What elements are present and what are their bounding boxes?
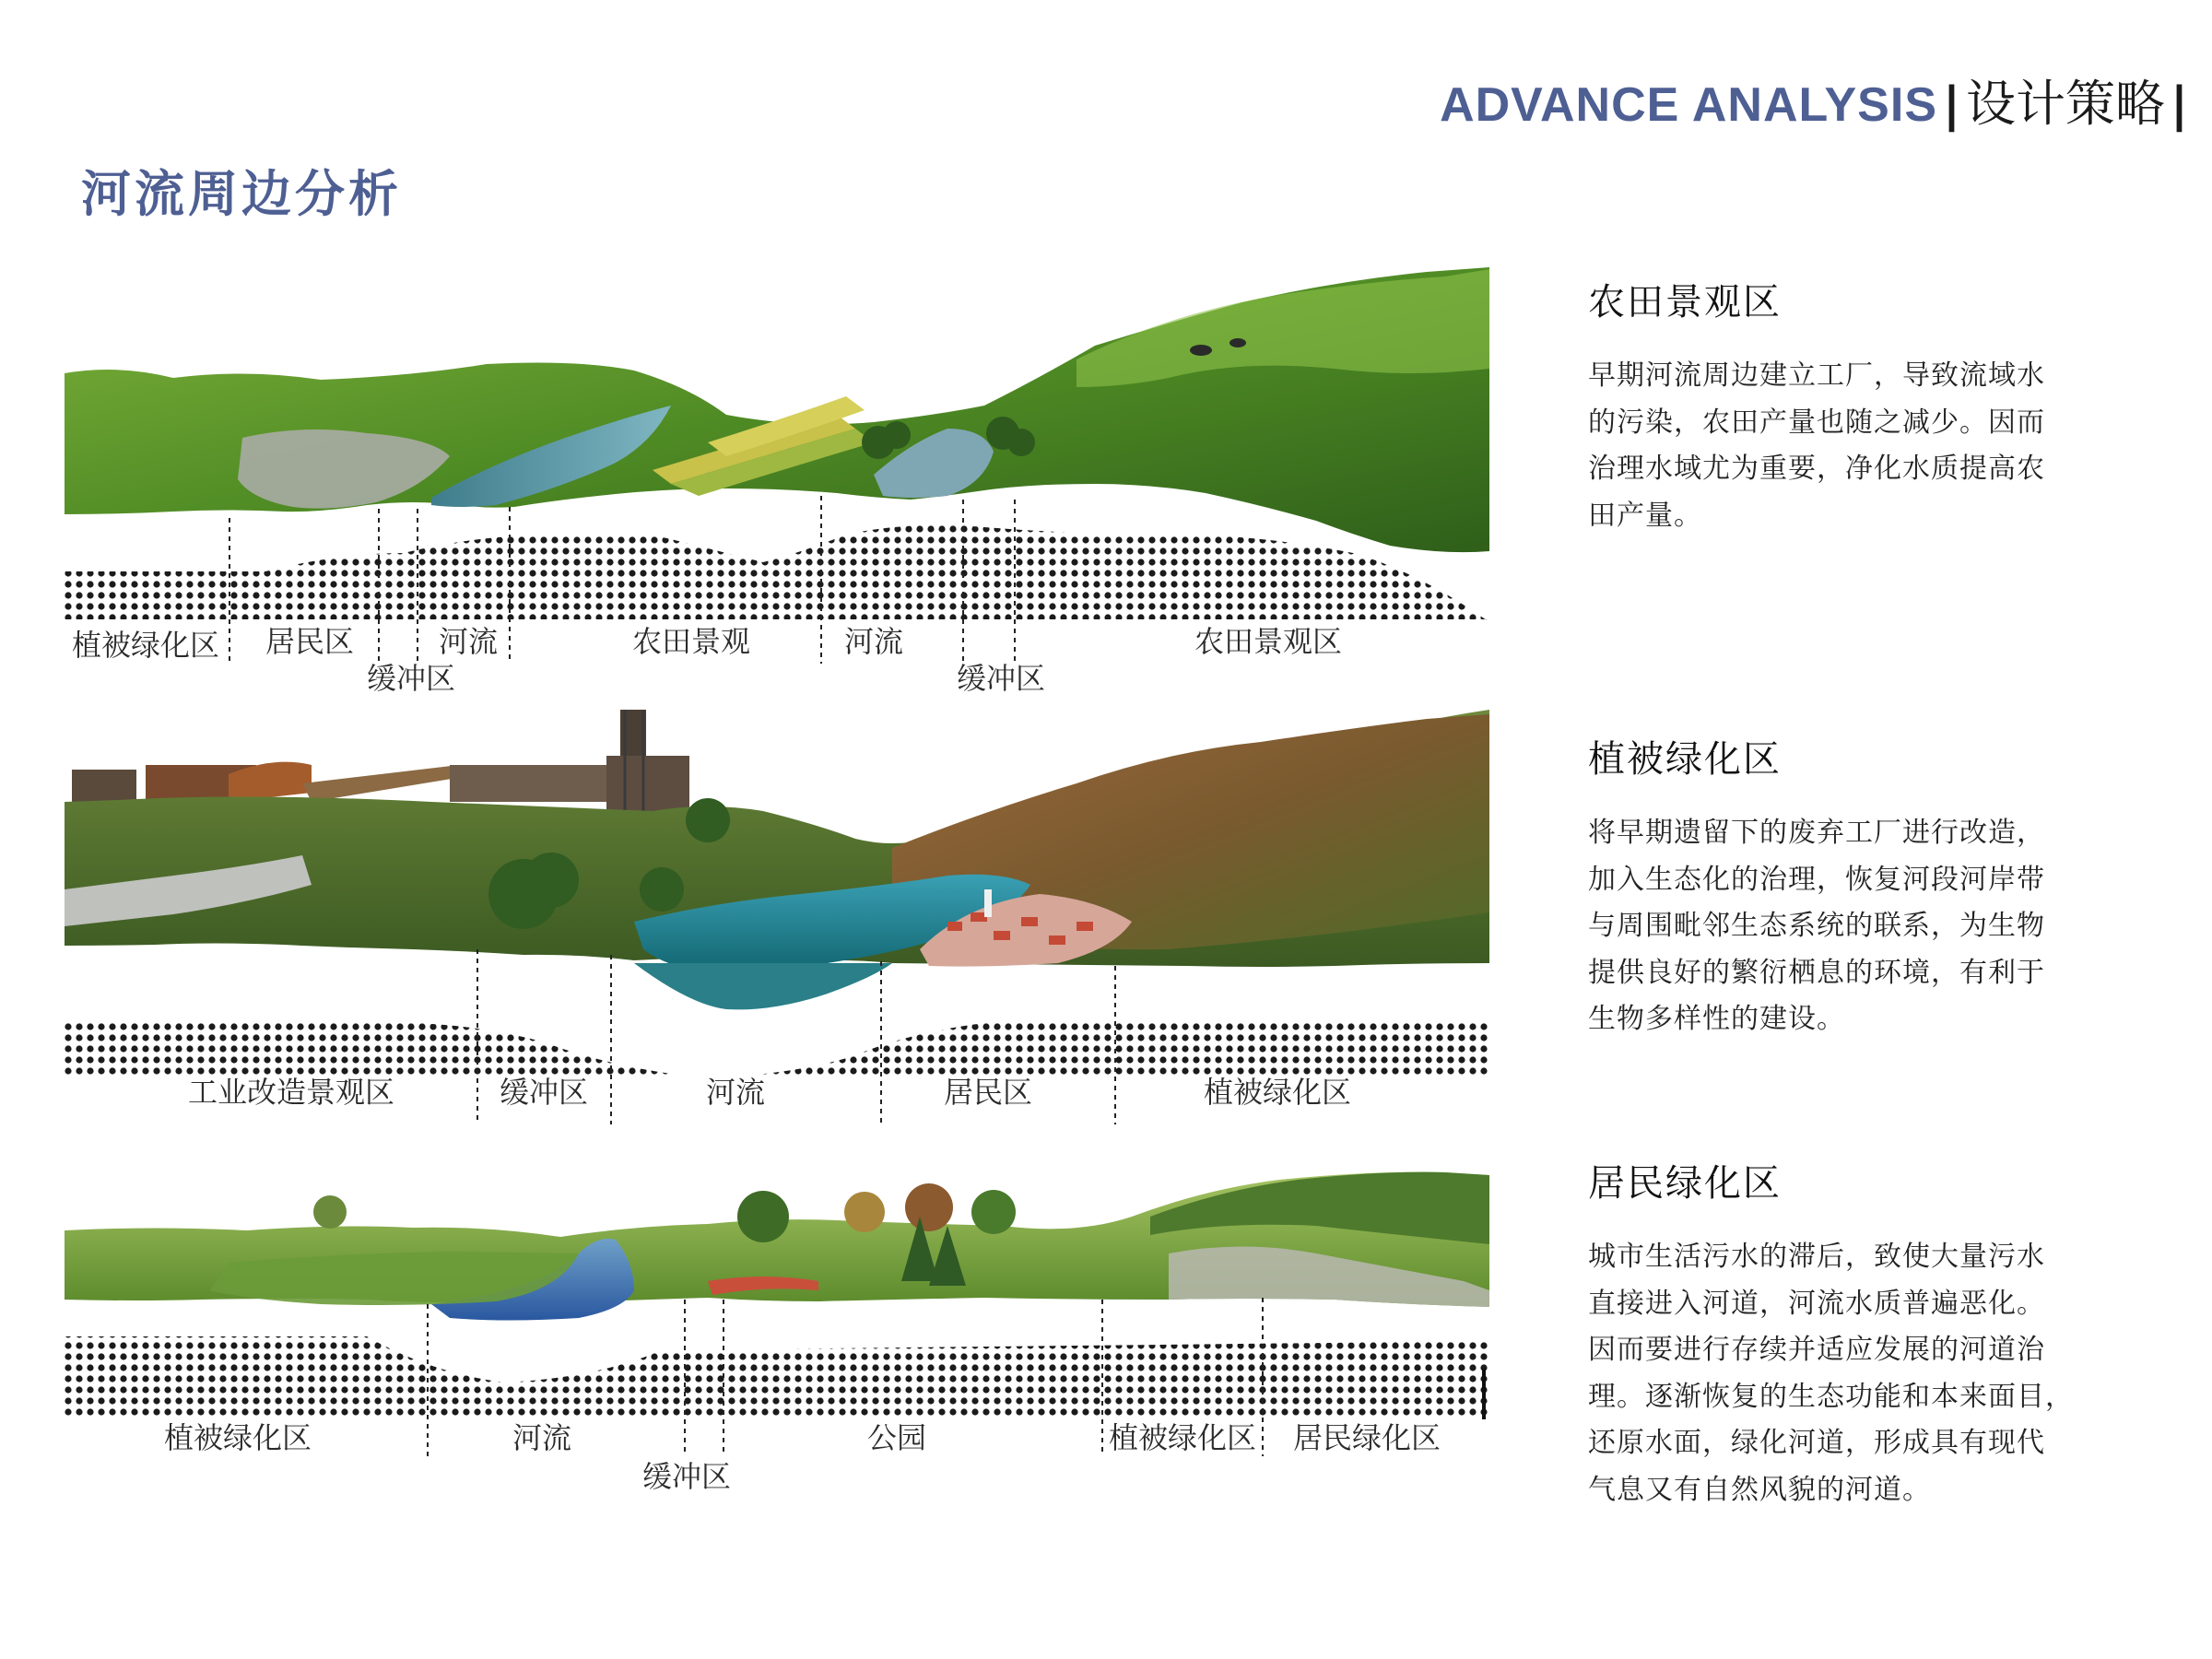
section-vegetation bbox=[63, 700, 1491, 1124]
header-english: ADVANCE ANALYSIS bbox=[1440, 78, 1937, 132]
description-body: 将早期遗留下的废弃工厂进行改造， 加入生态化的治理，恢复河段河岸带 与周围毗邻生态系统的联系，为生物 提供良好的繁衍栖息的环境，有利于 生物多样性的建设。 bbox=[1588, 817, 2045, 1035]
zone-label-river: 河流 bbox=[843, 624, 904, 659]
zone-label-river: 河流 bbox=[705, 1075, 766, 1110]
section-residential-illustration bbox=[63, 1152, 1491, 1521]
zone-label-vegetation: 植被绿化区 bbox=[71, 628, 220, 663]
zone-label-vegetation: 植被绿化区 bbox=[1203, 1075, 1352, 1110]
zone-label-buffer: 缓冲区 bbox=[499, 1075, 589, 1110]
zone-label-residential-green: 居民绿化区 bbox=[1292, 1420, 1441, 1455]
zone-label-vegetation: 植被绿化区 bbox=[1108, 1420, 1257, 1455]
section-residential bbox=[63, 1152, 1491, 1521]
zone-label-park: 公园 bbox=[866, 1420, 927, 1455]
dotted-ground bbox=[65, 1023, 1489, 1078]
description-residential bbox=[1588, 1154, 2113, 1513]
zone-label-vegetation: 植被绿化区 bbox=[163, 1420, 312, 1455]
description-body: 早期河流周边建立工厂，导致流域水 的污染，农田产量也随之减少。因而 治理水域尤为重要，净化水质提高农 田产量。 bbox=[1588, 359, 2045, 532]
header-separator: | bbox=[1943, 77, 1960, 133]
description-title: 农田景观区 bbox=[1588, 281, 1782, 324]
header bbox=[1440, 72, 2194, 137]
zone-label-buffer: 缓冲区 bbox=[956, 661, 1046, 696]
zone-label-river: 河流 bbox=[438, 624, 499, 659]
zone-label-buffer: 缓冲区 bbox=[366, 661, 456, 696]
river-channel bbox=[634, 963, 892, 1009]
dotted-ground bbox=[65, 1336, 1489, 1419]
dotted-ground bbox=[65, 525, 1489, 622]
page-title: 河流周边分析 bbox=[81, 165, 402, 223]
description-title: 居民绿化区 bbox=[1588, 1162, 1782, 1205]
description-body: 城市生活污水的滞后，致使大量污水 直接进入河道，河流水质普遍恶化。 因而要进行存续并适应发展的河道治 理。逐渐恢复的生态功能和本来面目， 还原水面，绿化河道，形成具有现代 气息又有自然风貌的河道。 bbox=[1588, 1241, 2074, 1506]
section-farmland bbox=[63, 258, 1491, 696]
description-vegetation bbox=[1588, 730, 2113, 1043]
zone-label-river: 河流 bbox=[512, 1420, 572, 1455]
section-vegetation-illustration bbox=[63, 700, 1491, 1124]
description-title: 植被绿化区 bbox=[1588, 738, 1782, 781]
description-farmland bbox=[1588, 273, 2113, 539]
header-chinese: 设计策略 bbox=[1966, 75, 2165, 133]
zone-label-farmland-zone: 农田景观区 bbox=[1194, 624, 1343, 659]
zone-label-buffer: 缓冲区 bbox=[641, 1459, 732, 1494]
zone-label-residential: 居民区 bbox=[943, 1075, 1033, 1110]
zone-label-industrial: 工业改造景观区 bbox=[187, 1075, 395, 1110]
zone-label-residential: 居民区 bbox=[265, 624, 355, 659]
header-end-bar: | bbox=[2171, 77, 2188, 133]
zone-label-farmland: 农田景观 bbox=[631, 624, 751, 659]
